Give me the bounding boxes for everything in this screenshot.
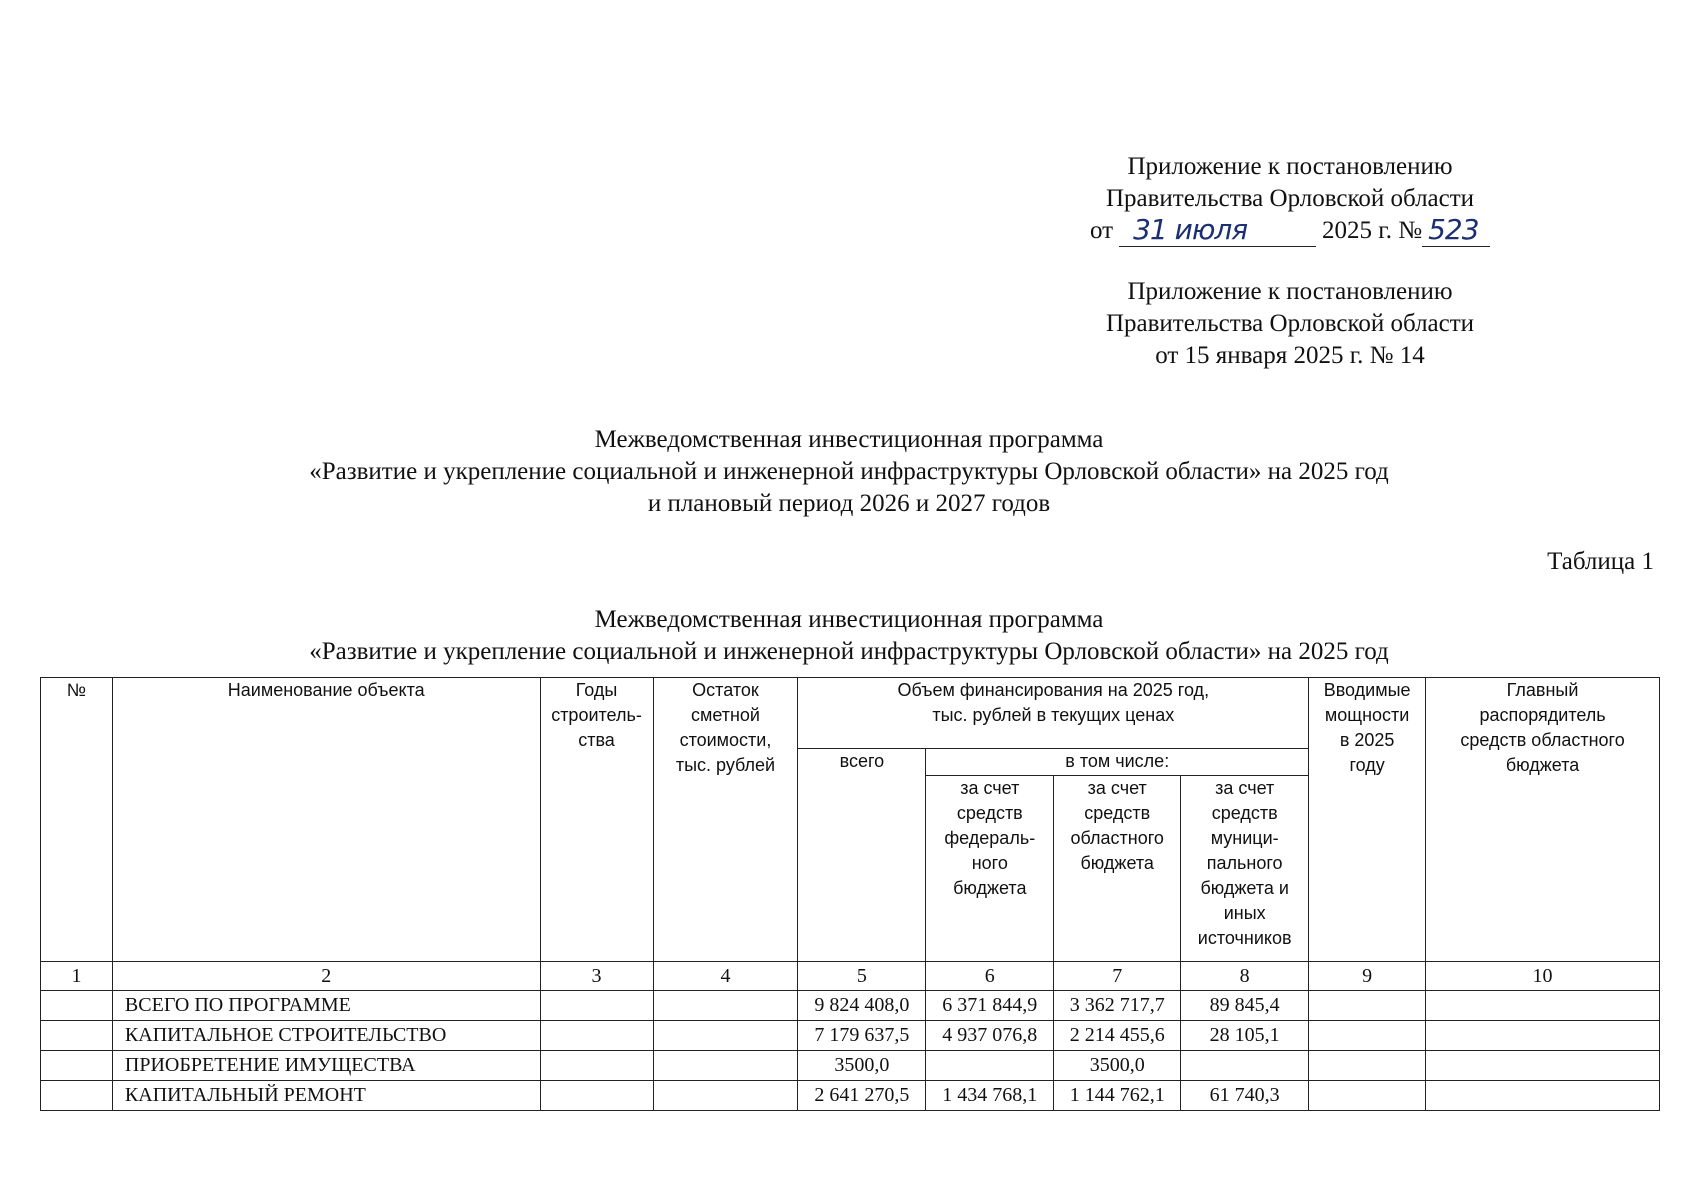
row-manager xyxy=(1426,1021,1660,1051)
annex-prior xyxy=(1090,276,1490,372)
row-manager xyxy=(1426,991,1660,1021)
column-number: 3 xyxy=(540,962,653,991)
row-regional: 1 144 762,1 xyxy=(1054,1081,1181,1111)
handwritten-date: 31 июля xyxy=(1133,213,1248,246)
row-municipal: 61 740,3 xyxy=(1181,1081,1309,1111)
row-total: 9 824 408,0 xyxy=(798,991,926,1021)
row-capacity xyxy=(1309,1021,1426,1051)
row-total: 3500,0 xyxy=(798,1051,926,1081)
annex-prior-line2: Правительства Орловской области xyxy=(1105,310,1475,337)
header-including: в том числе: xyxy=(926,749,1309,776)
row-capacity xyxy=(1309,1081,1426,1111)
row-years xyxy=(540,1051,653,1081)
row-regional: 3 362 717,7 xyxy=(1054,991,1181,1021)
annex-current-date-line xyxy=(1090,215,1490,247)
row-capacity xyxy=(1309,1051,1426,1081)
column-number: 5 xyxy=(798,962,926,991)
header-capacity: Вводимые мощности в 2025 году xyxy=(1309,678,1426,962)
table-row xyxy=(41,1021,1660,1051)
row-total: 7 179 637,5 xyxy=(798,1021,926,1051)
row-federal xyxy=(926,1051,1054,1081)
row-federal: 1 434 768,1 xyxy=(926,1081,1054,1111)
row-manager xyxy=(1426,1051,1660,1081)
row-name: ВСЕГО ПО ПРОГРАММЕ xyxy=(112,991,540,1021)
investment-table xyxy=(40,677,1660,1111)
annex-prior-line1: Приложение к постановлению xyxy=(1127,278,1453,305)
year-number-label: 2025 г. № xyxy=(1322,217,1423,244)
column-number: 6 xyxy=(926,962,1054,991)
number-field xyxy=(1422,213,1490,247)
row-years xyxy=(540,1081,653,1111)
column-number: 4 xyxy=(653,962,798,991)
date-field xyxy=(1119,213,1316,247)
header-remaining-cost: Остаток сметной стоимости, тыс. рублей xyxy=(653,678,798,962)
row-num xyxy=(41,1021,113,1051)
column-number-row xyxy=(41,962,1660,991)
row-municipal: 28 105,1 xyxy=(1181,1021,1309,1051)
row-name: КАПИТАЛЬНЫЙ РЕМОНТ xyxy=(112,1081,540,1111)
annex-prior-line3: от 15 января 2025 г. № 14 xyxy=(1155,342,1425,369)
header-total: всего xyxy=(798,749,926,962)
row-federal: 4 937 076,8 xyxy=(926,1021,1054,1051)
row-name: КАПИТАЛЬНОЕ СТРОИТЕЛЬСТВО xyxy=(112,1021,540,1051)
header-municipal: за счет средств муници- пального бюджета и иных источников xyxy=(1181,776,1309,962)
header-budget-manager: Главный распорядитель средств областного бюджета xyxy=(1426,678,1660,962)
table-title xyxy=(0,604,1698,668)
annex-current xyxy=(1090,151,1490,247)
from-label: от xyxy=(1090,217,1114,244)
table-title-line2: «Развитие и укрепление социальной и инженерной инфраструктуры Орловской области» на 2025 год xyxy=(309,638,1389,665)
row-years xyxy=(540,991,653,1021)
column-number: 7 xyxy=(1054,962,1181,991)
column-number: 8 xyxy=(1181,962,1309,991)
program-title-line1: Межведомственная инвестиционная программа xyxy=(594,426,1104,453)
row-municipal xyxy=(1181,1051,1309,1081)
row-num xyxy=(41,1051,113,1081)
table-title-line1: Межведомственная инвестиционная программа xyxy=(594,606,1104,633)
handwritten-number: 523 xyxy=(1428,213,1479,246)
row-num xyxy=(41,991,113,1021)
program-title-line2: «Развитие и укрепление социальной и инженерной инфраструктуры Орловской области» на 2025 год xyxy=(309,458,1389,485)
table-row xyxy=(41,991,1660,1021)
annex-current-line2: Правительства Орловской области xyxy=(1105,185,1475,212)
row-years xyxy=(540,1021,653,1051)
row-municipal: 89 845,4 xyxy=(1181,991,1309,1021)
header-funding: Объем финансирования на 2025 год, тыс. рублей в текущих ценах xyxy=(798,678,1309,749)
table-label: Таблица 1 xyxy=(1547,548,1654,575)
column-number: 10 xyxy=(1426,962,1660,991)
row-num xyxy=(41,1081,113,1111)
row-remaining xyxy=(653,1081,798,1111)
table-row xyxy=(41,1081,1660,1111)
row-manager xyxy=(1426,1081,1660,1111)
header-num: № xyxy=(41,678,113,962)
row-total: 2 641 270,5 xyxy=(798,1081,926,1111)
row-regional: 3500,0 xyxy=(1054,1051,1181,1081)
column-number: 9 xyxy=(1309,962,1426,991)
column-number: 1 xyxy=(41,962,113,991)
header-years: Годы строитель- ства xyxy=(540,678,653,962)
row-capacity xyxy=(1309,991,1426,1021)
header-federal: за счет средств федераль- ного бюджета xyxy=(926,776,1054,962)
row-name: ПРИОБРЕТЕНИЕ ИМУЩЕСТВА xyxy=(112,1051,540,1081)
header-regional: за счет средств областного бюджета xyxy=(1054,776,1181,962)
row-remaining xyxy=(653,1021,798,1051)
column-number: 2 xyxy=(112,962,540,991)
program-title xyxy=(0,424,1698,520)
row-remaining xyxy=(653,991,798,1021)
program-title-line3: и плановый период 2026 и 2027 годов xyxy=(647,490,1051,517)
table-row xyxy=(41,1051,1660,1081)
row-regional: 2 214 455,6 xyxy=(1054,1021,1181,1051)
row-remaining xyxy=(653,1051,798,1081)
header-name: Наименование объекта xyxy=(112,678,540,962)
row-federal: 6 371 844,9 xyxy=(926,991,1054,1021)
annex-current-line1: Приложение к постановлению xyxy=(1127,153,1453,180)
